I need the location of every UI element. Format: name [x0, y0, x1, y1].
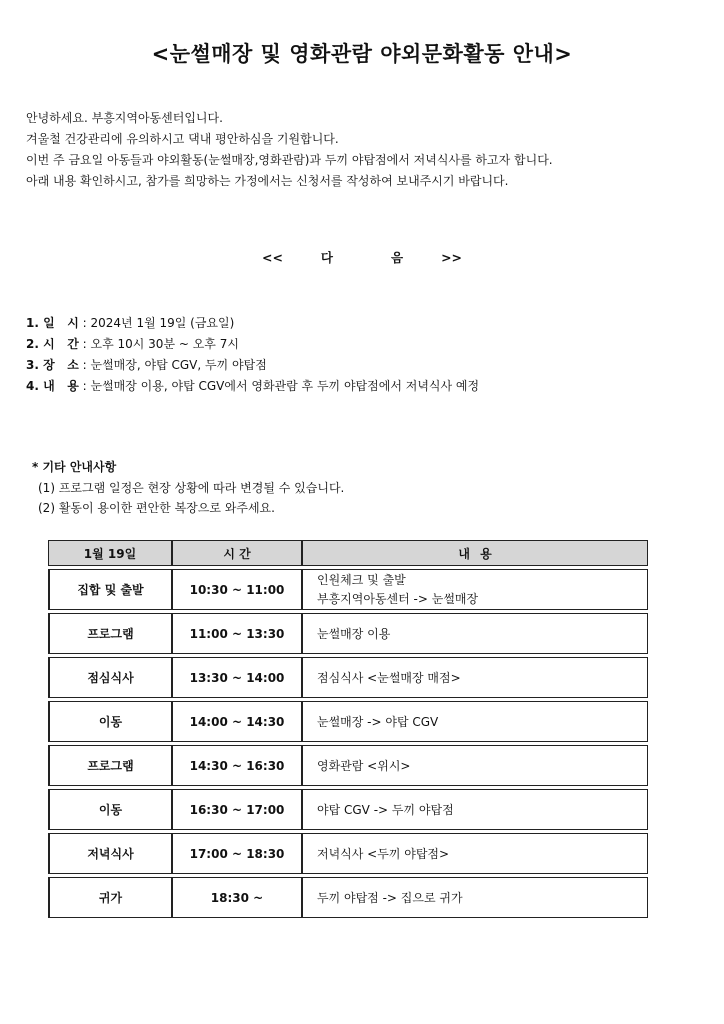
notice-heading: * 기타 안내사항: [32, 460, 117, 474]
row-content-line: 인원체크 및 출발: [317, 572, 406, 587]
row-content-line: 부흥지역아동센터 -> 눈썰매장: [317, 591, 479, 606]
detail-label: 3. 장 소: [26, 358, 79, 372]
table-row: [48, 789, 650, 830]
page-title: <눈썰매장 및 영화관람 야외문화활동 안내>: [151, 42, 573, 66]
row-content: 두끼 야탑점 -> 집으로 귀가: [302, 877, 648, 918]
row-time: 17:00 ~ 18:30: [172, 833, 302, 874]
notice-item: (1) 프로그램 일정은 현장 상황에 따라 변경될 수 있습니다.: [38, 480, 345, 495]
schedule-table: [48, 540, 650, 918]
notice-section: [32, 457, 344, 519]
table-row: [48, 569, 650, 610]
table-row: [48, 877, 650, 918]
detail-value: : 눈썰매장, 야탑 CGV, 두끼 야탑점: [82, 358, 267, 372]
table-header-row: [48, 540, 650, 566]
row-activity: 저녁식사: [48, 833, 172, 874]
detail-label: 4. 내 용: [26, 379, 79, 393]
row-activity: 이동: [48, 789, 172, 830]
greeting-paragraph: [26, 108, 553, 192]
greeting-line: 아래 내용 확인하시고, 참가를 희망하는 가정에서는 신청서를 작성하여 보내주시기 바랍니다.: [26, 174, 509, 188]
header-time: 시 간: [172, 540, 302, 566]
table-row: [48, 613, 650, 654]
row-activity: 프로그램: [48, 613, 172, 654]
detail-value: : 2024년 1월 19일 (금요일): [82, 316, 235, 330]
greeting-line: 이번 주 금요일 아동들과 야외활동(눈썰매장,영화관람)과 두끼 야탑점에서 저녁식사를 하고자 합니다.: [26, 153, 553, 167]
heading-close-bracket: >>: [441, 250, 463, 265]
table-row: [48, 833, 650, 874]
table-row: [48, 701, 650, 742]
row-content: 저녁식사 <두끼 야탑점>: [302, 833, 648, 874]
detail-label: 1. 일 시: [26, 316, 79, 330]
row-content: 야탑 CGV -> 두끼 야탑점: [302, 789, 648, 830]
greeting-line: 안녕하세요. 부흥지역아동센터입니다.: [26, 111, 223, 125]
row-time: 18:30 ~: [172, 877, 302, 918]
row-activity: 집합 및 출발: [48, 569, 172, 610]
heading-word-eum: 음: [391, 250, 404, 265]
table-row: [48, 745, 650, 786]
header-content: 내 용: [302, 540, 648, 566]
row-activity: 이동: [48, 701, 172, 742]
row-content: 눈썰매장 -> 야탑 CGV: [302, 701, 648, 742]
detail-row-content: [26, 376, 479, 397]
header-date: 1월 19일: [48, 540, 172, 566]
row-activity: 점심식사: [48, 657, 172, 698]
row-time: 13:30 ~ 14:00: [172, 657, 302, 698]
detail-value: : 오후 10시 30분 ~ 오후 7시: [82, 337, 239, 351]
row-content: 영화관람 <위시>: [302, 745, 648, 786]
row-activity: 프로그램: [48, 745, 172, 786]
row-time: 10:30 ~ 11:00: [172, 569, 302, 610]
table-row: [48, 657, 650, 698]
row-content: [302, 569, 648, 610]
detail-row-time: [26, 334, 479, 355]
row-content: 눈썰매장 이용: [302, 613, 648, 654]
section-heading-next: [0, 248, 724, 266]
row-content: 점심식사 <눈썰매장 매점>: [302, 657, 648, 698]
detail-value: : 눈썰매장 이용, 야탑 CGV에서 영화관람 후 두끼 야탑점에서 저녁식사 예정: [82, 379, 480, 393]
detail-row-place: [26, 355, 479, 376]
greeting-line: 겨울철 건강관리에 유의하시고 댁내 평안하심을 기원합니다.: [26, 132, 339, 146]
heading-word-da: 다: [320, 250, 333, 265]
row-time: 11:00 ~ 13:30: [172, 613, 302, 654]
detail-row-date: [26, 313, 479, 334]
notice-item: (2) 활동이 용이한 편안한 복장으로 와주세요.: [38, 501, 275, 515]
detail-label: 2. 시 간: [26, 337, 79, 351]
row-time: 16:30 ~ 17:00: [172, 789, 302, 830]
row-activity: 귀가: [48, 877, 172, 918]
event-details: [26, 313, 479, 397]
row-time: 14:30 ~ 16:30: [172, 745, 302, 786]
row-time: 14:00 ~ 14:30: [172, 701, 302, 742]
heading-open-bracket: <<: [261, 250, 283, 265]
